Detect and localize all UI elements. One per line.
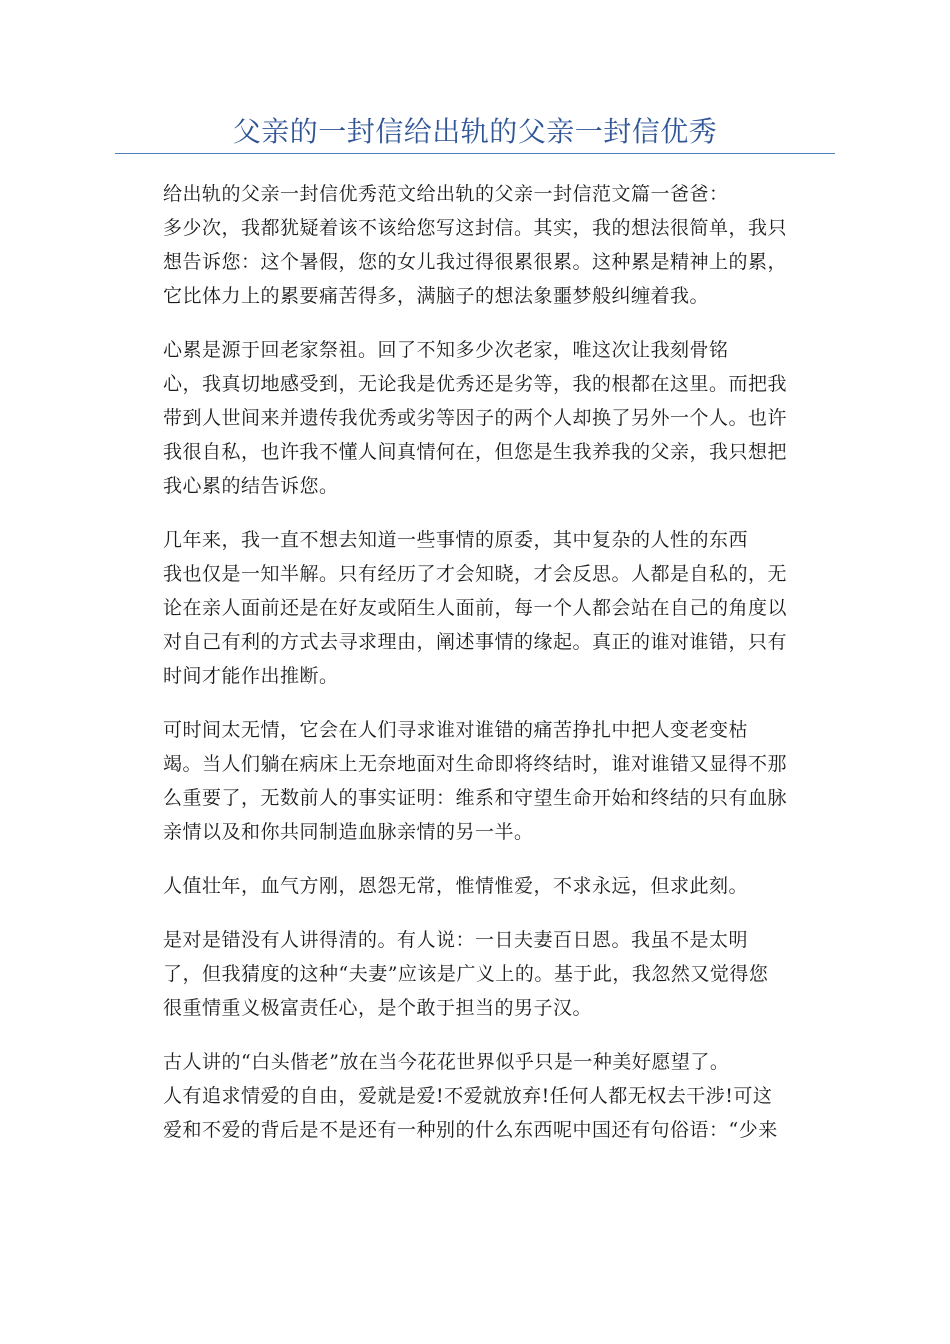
paragraph-line: 我也仅是一知半解。只有经历了才会知晓，才会反思。人都是自私的，无	[163, 563, 788, 585]
body-paragraph	[115, 869, 835, 903]
paragraph-line: 我心累的结告诉您。	[163, 475, 339, 497]
body-paragraph	[115, 713, 835, 849]
paragraph-line: 论在亲人面前还是在好友或陌生人面前，每一个人都会站在自己的角度以	[163, 597, 788, 619]
body-paragraph	[115, 333, 835, 503]
paragraph-line: 想告诉您：这个暑假，您的女儿我过得很累很累。这种累是精神上的累，	[163, 251, 788, 273]
paragraph-line: 是对是错没有人讲得清的。有人说：一日夫妻百日恩。我虽不是太明	[163, 929, 749, 951]
paragraph-line: 对自己有利的方式去寻求理由，阐述事情的缘起。真正的谁对谁错，只有	[163, 631, 788, 653]
document-body	[115, 177, 835, 1147]
paragraph-line: 我很自私，也许我不懂人间真情何在，但您是生我养我的父亲，我只想把	[163, 441, 788, 463]
paragraph-line: 么重要了，无数前人的事实证明：维系和守望生命开始和终结的只有血脉	[163, 787, 788, 809]
document-title: 父亲的一封信给出轨的父亲一封信优秀	[232, 115, 718, 148]
paragraph-line: 它比体力上的累要痛苦得多，满脑子的想法象噩梦般纠缠着我。	[163, 285, 710, 307]
paragraph-line: 多少次，我都犹疑着该不该给您写这封信。其实，我的想法很简单，我只	[163, 217, 788, 239]
paragraph-line: 爱和不爱的背后是不是还有一种别的什么东西呢中国还有句俗语：“少来	[163, 1119, 778, 1141]
paragraph-line: 亲情以及和你共同制造血脉亲情的另一半。	[163, 821, 534, 843]
body-paragraph	[115, 1045, 835, 1147]
paragraph-line: 很重情重义极富责任心，是个敢于担当的男子汉。	[163, 997, 593, 1019]
paragraph-line: 竭。当人们躺在病床上无奈地面对生命即将终结时，谁对谁错又显得不那	[163, 753, 788, 775]
body-paragraph	[115, 177, 835, 313]
paragraph-line: 古人讲的“白头偕老”放在当今花花世界似乎只是一种美好愿望了。	[163, 1051, 730, 1073]
document-page	[115, 112, 835, 1167]
paragraph-line: 心，我真切地感受到，无论我是优秀还是劣等，我的根都在这里。而把我	[163, 373, 788, 395]
paragraph-line: 心累是源于回老家祭祖。回了不知多少次老家，唯这次让我刻骨铭	[163, 339, 729, 361]
paragraph-line: 给出轨的父亲一封信优秀范文给出轨的父亲一封信范文篇一爸爸：	[163, 183, 729, 205]
paragraph-line: 了，但我猜度的这种“夫妻”应该是广义上的。基于此，我忽然又觉得您	[163, 963, 769, 985]
paragraph-line: 人有追求情爱的自由，爱就是爱!不爱就放弃!任何人都无权去干涉!可这	[163, 1085, 773, 1107]
paragraph-line: 几年来，我一直不想去知道一些事情的原委，其中复杂的人性的东西	[163, 529, 749, 551]
body-paragraph	[115, 523, 835, 693]
paragraph-line: 时间才能作出推断。	[163, 665, 339, 687]
paragraph-line: 可时间太无情，它会在人们寻求谁对谁错的痛苦挣扎中把人变老变枯	[163, 719, 749, 741]
paragraph-line: 人值壮年，血气方刚，恩怨无常，惟情惟爱，不求永远，但求此刻。	[163, 875, 749, 897]
body-paragraph	[115, 923, 835, 1025]
paragraph-line: 带到人世间来并遗传我优秀或劣等因子的两个人却换了另外一个人。也许	[163, 407, 788, 429]
title-underline-divider	[115, 153, 835, 154]
